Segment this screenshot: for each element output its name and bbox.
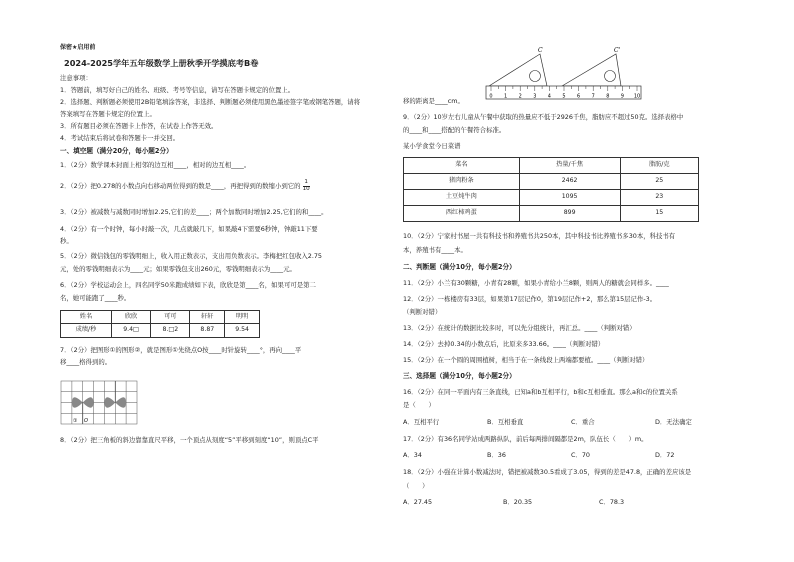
table-row — [404, 190, 699, 206]
option: C．重合 — [571, 418, 595, 426]
triangle-hole — [605, 71, 616, 82]
table-cell: 8.□2 — [151, 324, 190, 338]
fraction — [303, 180, 310, 192]
question-8-cont: 移的距离是____cm。 — [403, 97, 464, 105]
score-table — [60, 310, 260, 338]
table-header-cell: 姓名 — [61, 311, 112, 324]
triangle-hole — [530, 71, 541, 82]
section-heading-judge: 二、判断题（满分10分，每小题2分） — [403, 263, 516, 271]
ruler-tick-label: 4 — [547, 93, 551, 100]
table-header-cell: 欣欣 — [111, 311, 150, 324]
note-item: 4．考试结束后将试卷和答题卡一并交回。 — [60, 134, 180, 142]
ruler-tick-label: 8 — [606, 93, 610, 100]
ruler-triangle-figure — [485, 44, 643, 102]
table-cell: 23 — [620, 190, 698, 206]
option: C．70 — [571, 451, 590, 459]
note-item: 2．选择题、判断题必须使用2B铅笔填涂答案，非选择、判断题必须使用黑色墨迹签字笔或钢笔答题，请将 — [60, 98, 361, 106]
menu-table — [403, 157, 699, 222]
table-row — [404, 206, 699, 222]
note-item: 1．答题前，填写好自己的姓名、班级、考号等信息，请写在答题卡规定的位置上。 — [60, 86, 295, 94]
table-header-row — [404, 158, 699, 174]
ruler-tick-label: 2 — [518, 93, 522, 100]
ruler-tick-label: 6 — [577, 93, 581, 100]
section-heading-fill: 一、填空题（满分20分，每小题2分） — [60, 147, 173, 155]
table-header-cell: 可可 — [151, 311, 190, 324]
table-header-cell: 明明 — [225, 311, 260, 324]
option: D．无法确定 — [655, 418, 692, 426]
table-cell: 9.4□ — [111, 324, 150, 338]
question-4: 4．（2分）有一个时钟，每小时敲一次，几点就敲几下，如果敲4下需要6秒钟，钟敲11下要 — [60, 225, 318, 233]
ruler-tick-label: 5 — [562, 93, 566, 100]
option: A．互相平行 — [403, 418, 440, 426]
ruler-tick-label: 3 — [533, 93, 537, 100]
question-8: 8．（2分）把三角板的斜边靠靠直尺平移，一个顶点从刻度“5”平移到刻度“10”，则顶点C平 — [60, 436, 319, 444]
question-3: 3．（2分）被减数与减数同时增加2.25,它们的差____；两个加数同时增加2.25,它们的和____。 — [60, 208, 328, 216]
question-9-cont: 的____和____搭配的午餐符合标准。 — [403, 126, 506, 134]
table-row — [61, 324, 260, 338]
option: B．20.35 — [503, 498, 533, 506]
question-4-cont: 秒。 — [60, 237, 73, 245]
menu-title: 某小学食堂今日菜谱 — [403, 142, 461, 150]
fraction-numerator: 1 — [304, 179, 308, 185]
question-6-cont: 名，她可能跑了____秒。 — [60, 294, 131, 302]
table-cell: 25 — [620, 174, 698, 190]
ruler-tick-label: 10 — [633, 93, 641, 100]
question-9: 9．（2分）10岁左右儿童从午餐中获取的热量应不低于2926千焦，脂肪应不超过50克。选择表格中 — [403, 113, 684, 121]
question-12: 12．（2分）一栋楼房有33层，如果第17层记作0，第19层记作+2，那么第15层记作-3。 — [403, 295, 657, 303]
question-5: 5．（2分）微信钱包的零钱明细上，收入用正数表示，支出用负数表示。李梅把红包收入2.75 — [60, 252, 323, 260]
option: D．72 — [655, 451, 675, 459]
question-10: 10．（2分）宁家村书屋一共有科技书和养殖书共250本，其中科技书比养殖书多30本，科技书有 — [403, 232, 676, 240]
leaf-shape-2 — [83, 397, 94, 408]
option: A．27.45 — [403, 498, 433, 506]
table-cell: 899 — [519, 206, 620, 222]
table-header-cell: 脂肪/克 — [620, 158, 698, 174]
question-17: 17．（2分）有36名同学站成两路纵队，前后每两排间隔都是2m，队伍长（ ）m。 — [403, 435, 648, 443]
question-15: 15．（2分）在一个圆的周围植树，相当于在一条线段上两端都要植。____（判断对错） — [403, 356, 649, 364]
question-12-cont: （判断对错） — [403, 308, 442, 316]
question-18-cont: （ ） — [403, 482, 429, 490]
question-2 — [60, 180, 310, 192]
option: A．34 — [403, 451, 422, 459]
triangle-original — [489, 54, 547, 86]
option: B．36 — [487, 451, 506, 459]
question-10-cont: 本，养殖书有____本。 — [403, 246, 467, 254]
question-5-cont: 元，处的零钱明细表示为____元；如果零钱包支出260元，零钱明细表示为____元。 — [60, 265, 296, 273]
table-cell: 8.87 — [190, 324, 225, 338]
leaf-shape-1 — [72, 397, 83, 408]
option: C．78.3 — [599, 498, 625, 506]
question-2-text: 2．（2分）把0.278的小数点向右移动两位得到的数是____，再把得到的数缩小到它的 — [60, 182, 301, 191]
confidential-label: 保密★启用前 — [60, 44, 96, 51]
point-o-label: O — [84, 418, 88, 424]
page-title: 2024-2025学年五年级数学上册秋季开学摸底考B卷 — [64, 58, 259, 68]
table-cell: 2462 — [519, 174, 620, 190]
note-item: 3．所有题目必须在答题卡上作答，在试卷上作答无效。 — [60, 122, 218, 130]
option: B．互相垂直 — [487, 418, 524, 426]
table-cell: 西红柿鸡蛋 — [404, 206, 520, 222]
table-header-cell: 菜名 — [404, 158, 520, 174]
table-cell: 1095 — [519, 190, 620, 206]
ruler-tick-label: 1 — [504, 93, 508, 100]
ruler-tick-label: 7 — [591, 93, 595, 100]
figure-label-1: ① — [73, 418, 78, 424]
question-16: 16．（2分）在同一平面内有三条直线，已知a和b互相平行，b和c互相垂直。那么a和c的位置关系 — [403, 388, 678, 396]
table-header-row — [61, 311, 260, 324]
question-18: 18．（2分）小强在计算小数减法时，错把被减数30.5看成了3.05，得到的差是47.8，正确的差应该是 — [403, 468, 692, 476]
table-row — [404, 174, 699, 190]
question-7: 7．（2分）把图形①的图形②，就是图形①先绕点O按____时针旋转____°，再向____平 — [60, 346, 302, 354]
leaf-shape-3 — [104, 397, 115, 408]
table-cell: 9.54 — [225, 324, 260, 338]
question-7-cont: 移____格得到的。 — [60, 358, 112, 366]
question-11: 11．（2分）小兰有30颗糖，小青有28颗，如果小青给小兰8颗，则两人的糖就会同样多。____ — [403, 279, 669, 287]
question-14: 14．（2分）去掉0.34的小数点后，比原来多33.66。____（判断对错） — [403, 340, 605, 348]
question-1: 1．（2分）数学课本封面上相邻的边互相____，相对的边互相____。 — [60, 161, 251, 169]
notes-heading: 注意事项： — [60, 74, 92, 82]
table-cell: 土豆炖牛肉 — [404, 190, 520, 206]
rotation-grid-figure — [60, 380, 138, 425]
note-item: 答案填写在答题卡规定的位置上。 — [60, 110, 156, 118]
question-13: 13．（2分）在统计的数据比较多时，可以先分组统计，再汇总。____（判断对错） — [403, 324, 636, 332]
table-cell: 15 — [620, 206, 698, 222]
question-6: 6．（2分）学校运动会上，四名同学50米跑成绩如下表，欣欣是第____名，如果可可是第二 — [60, 281, 316, 289]
ruler-tick-label: 9 — [620, 93, 624, 100]
vertex-c-label: C — [538, 47, 543, 54]
section-heading-choice: 三、选择题（满分10分，每小题2分） — [403, 372, 516, 380]
question-16-cont: 是（ ） — [403, 401, 435, 409]
fraction-denominator: 10 — [302, 185, 310, 192]
table-header-cell: 轩轩 — [190, 311, 225, 324]
leaf-shape-4 — [115, 397, 126, 408]
vertex-c-prime-label: C' — [614, 47, 621, 54]
ruler-tick-label: 0 — [489, 93, 493, 100]
table-cell: 猪肉粉条 — [404, 174, 520, 190]
table-header-cell: 热量/千焦 — [519, 158, 620, 174]
table-row-label: 成绩/秒 — [61, 324, 112, 338]
